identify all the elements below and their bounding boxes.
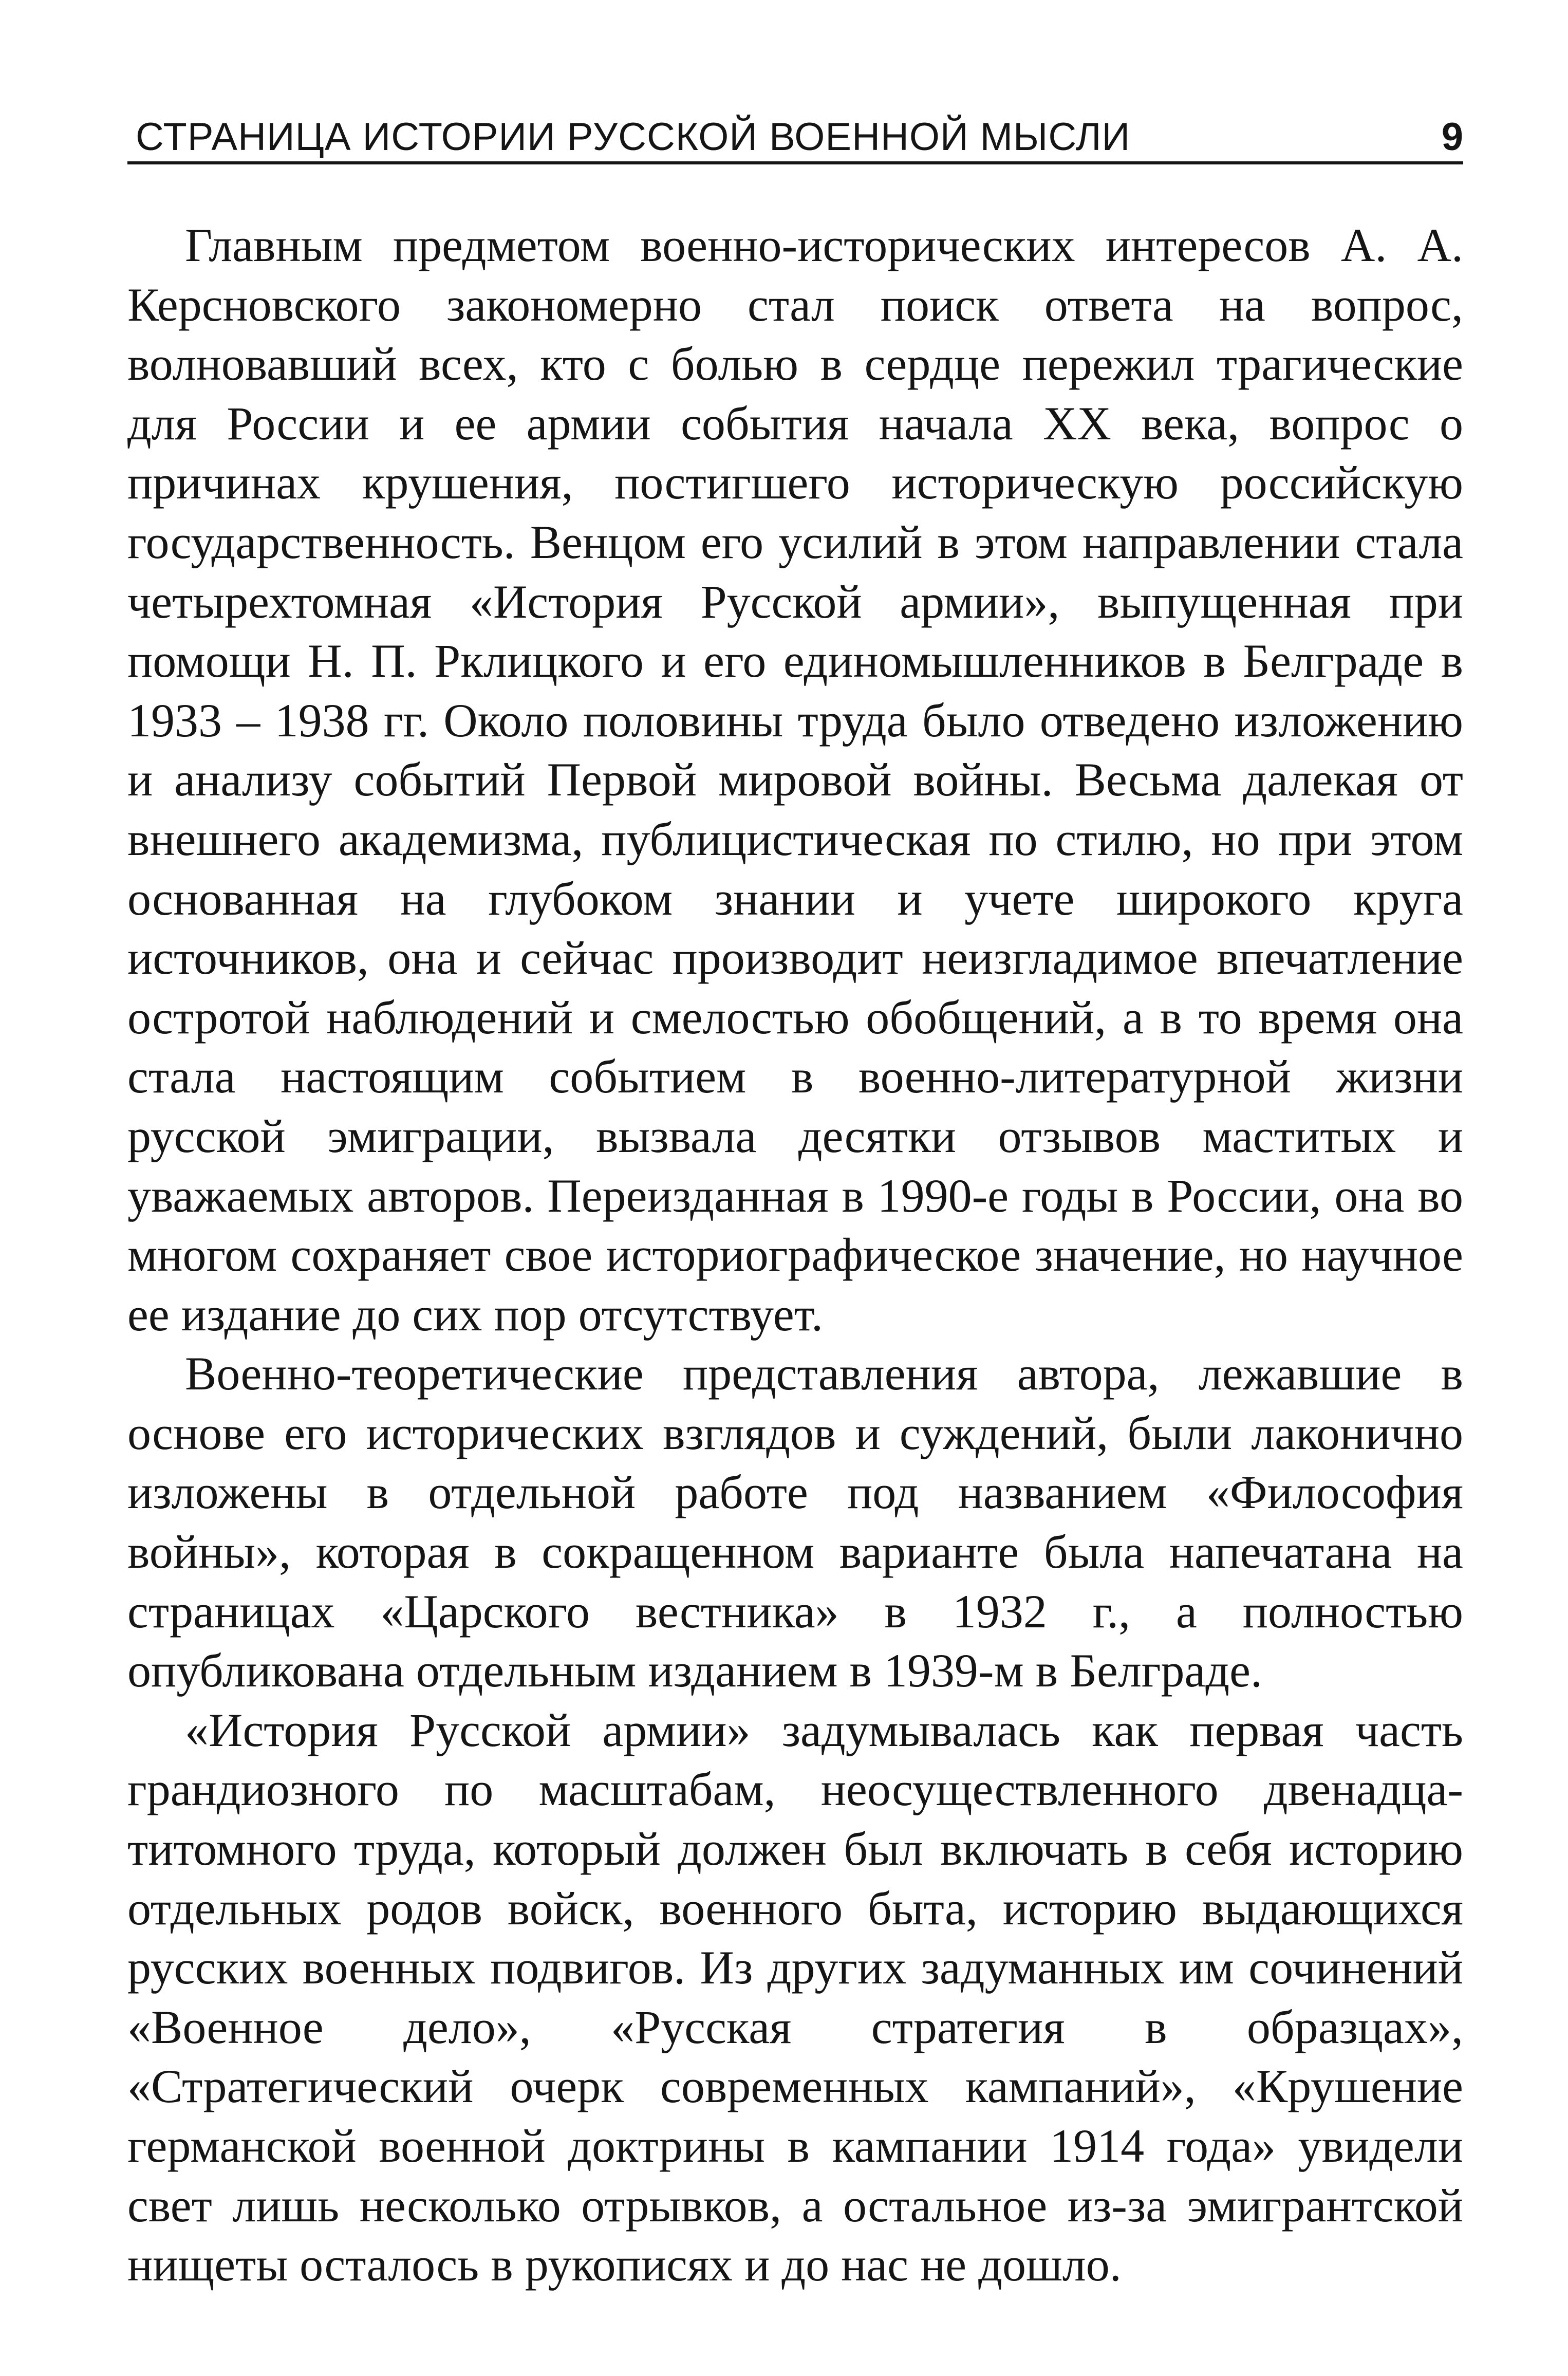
- body-text: [127, 216, 1463, 2295]
- paragraph-1: Главным предметом военно-исторических интересов А. А. Керсновского закономерно стал поиск ответа на вопрос, волновавший всех, кто с болью в сердце пережил трагические для России и ее армии события начала XX века, вопрос о причинах крушения, постигшего историческую российскую государственность. Венцом его усилий в этом направлении стала четырехтомная «История Русской армии», выпущенная при помощи Н. П. Рклицкого и его единомышленников в Белграде в 1933 – 1938 гг. Около половины труда было отведено изложению и анализу событий Первой мировой войны. Весьма далекая от внешнего академизма, публицистическая по стилю, но при этом основанная на глубоком знании и учете широкого круга источников, она и сейчас производит неизгладимое впечатление остротой наблюдений и смелостью обобщений, а в то время она стала настоящим событием в военно-литературной жизни русской эмиграции, вызвала десятки отзывов маститых и уважаемых авторов. Переизданная в 1990-е годы в России, она во многом сохраняет свое историографическое значение, но научное ее издание до сих пор отсутствует.: [127, 219, 1463, 1341]
- paragraph-3: «История Русской армии» задумывалась как первая часть грандиозного по масштабам, неосуществленного двенадцатитомного труда, который должен был включать в себя историю отдельных родов войск, военного быта, историю выдающихся русских военных подвигов. Из других задуманных им сочинений «Военное дело», «Русская стратегия в образцах», «Стратегический очерк современных кампаний», «Крушение германской военной доктрины в кампании 1914 года» увидели свет лишь несколько отрывков, а остальное из-за эмигрантской нищеты осталось в рукописях и до нас не дошло.: [127, 1703, 1463, 2291]
- running-title: СТРАНИЦА ИСТОРИИ РУССКОЙ ВОЕННОЙ МЫСЛИ: [136, 115, 1131, 159]
- page-number: 9: [1441, 115, 1463, 159]
- paragraph-2: Военно-теоретические представления автора, лежавшие в основе его исторических взглядов и суждений, были лаконично изложены в отдельной работе под названием «Философия войны», которая в сокращенном варианте была напечатана на страницах «Царского вестника» в 1932 г., а полностью опубликована отдельным изданием в 1939-м в Белграде.: [127, 1347, 1463, 1697]
- running-header: [127, 103, 1463, 164]
